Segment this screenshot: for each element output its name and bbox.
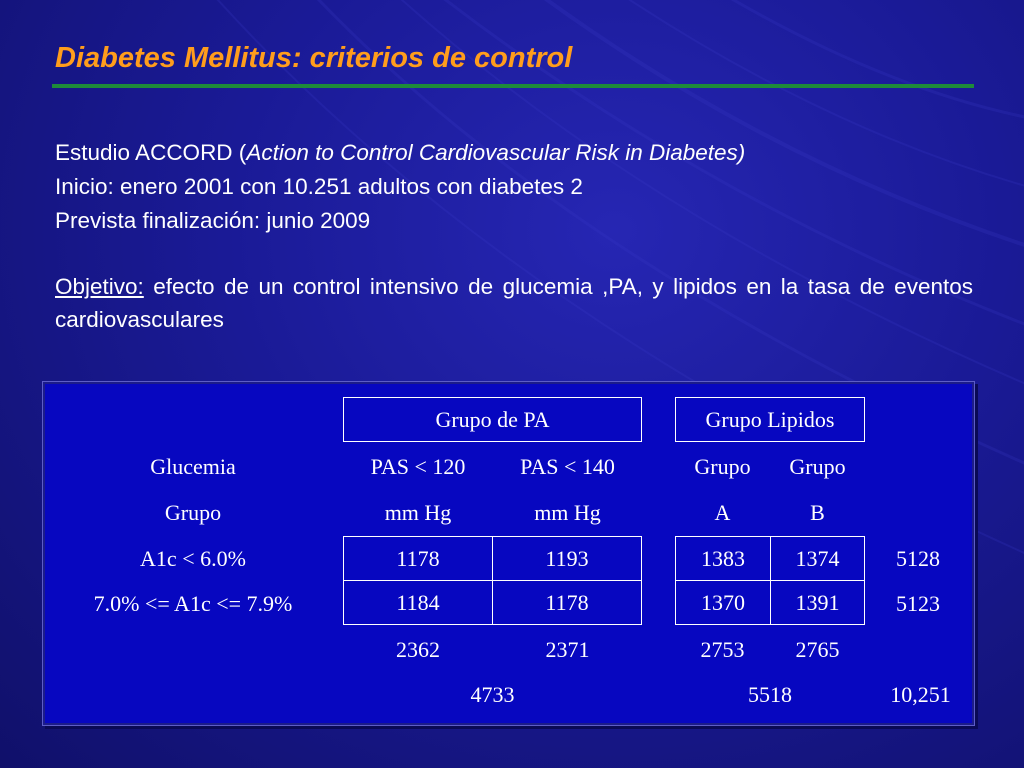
row-label-a1c-low: A1c < 6.0% [140, 545, 246, 571]
study-line-3: Prevista finalización: junio 2009 [55, 208, 371, 233]
accord-table [42, 381, 975, 726]
header-grupo-lipidos: Grupo Lipidos [675, 397, 865, 442]
total-grupo-pa: 4733 [470, 681, 515, 707]
col-grupo-b-top: Grupo [789, 453, 846, 479]
total-pas120: 2362 [396, 636, 440, 662]
col-pas-120-unit: mm Hg [384, 499, 452, 525]
cell-r2-pas140: 1178 [492, 580, 642, 625]
col-pas-140: PAS < 140 [520, 453, 615, 479]
grand-total: 10,251 [890, 681, 951, 707]
objective-text: efecto de un control intensivo de glucemia ,PA, y lipidos en la tasa de eventos cardiovasculares [55, 274, 973, 332]
cell-r1-pas140: 1193 [492, 536, 642, 581]
study-line-2: Inicio: enero 2001 con 10.251 adultos con diabetes 2 [55, 174, 583, 199]
cell-r1-grupo-b: 1374 [770, 536, 865, 581]
cell-r1-grupo-a: 1383 [675, 536, 771, 581]
study-line-1-italic: Action to Control Cardiovascular Risk in Diabetes) [246, 140, 746, 165]
col-pas-120: PAS < 120 [370, 453, 466, 479]
study-description [55, 136, 973, 336]
objective-paragraph [55, 270, 973, 336]
cell-r1-total: 5128 [896, 545, 940, 571]
title-underline-rule [52, 84, 974, 88]
cell-r2-pas120: 1184 [343, 580, 493, 625]
total-grupo-a: 2753 [700, 636, 745, 662]
study-line-1 [55, 136, 973, 170]
col-grupo-a-label: A [714, 499, 731, 525]
cell-r2-grupo-b: 1391 [770, 580, 865, 625]
study-line-1-prefix: Estudio ACCORD ( [55, 140, 247, 165]
objective-label: Objetivo: [55, 274, 144, 299]
total-grupo-lipidos: 5518 [748, 681, 792, 707]
header-grupo-pa: Grupo de PA [343, 397, 642, 442]
row-label-a1c-range: 7.0% <= A1c <= 7.9% [93, 590, 293, 616]
row-label-grupo: Grupo [164, 499, 222, 525]
row-label-glucemia: Glucemia [150, 453, 236, 479]
total-grupo-b: 2765 [795, 636, 840, 662]
col-grupo-b-label: B [810, 499, 825, 525]
col-grupo-a-top: Grupo [694, 453, 751, 479]
total-pas140: 2371 [545, 636, 590, 662]
col-pas-140-unit: mm Hg [534, 499, 601, 525]
cell-r2-total: 5123 [896, 590, 940, 616]
cell-r2-grupo-a: 1370 [675, 580, 771, 625]
cell-r1-pas120: 1178 [343, 536, 493, 581]
slide-title: Diabetes Mellitus: criterios de control [55, 42, 573, 74]
